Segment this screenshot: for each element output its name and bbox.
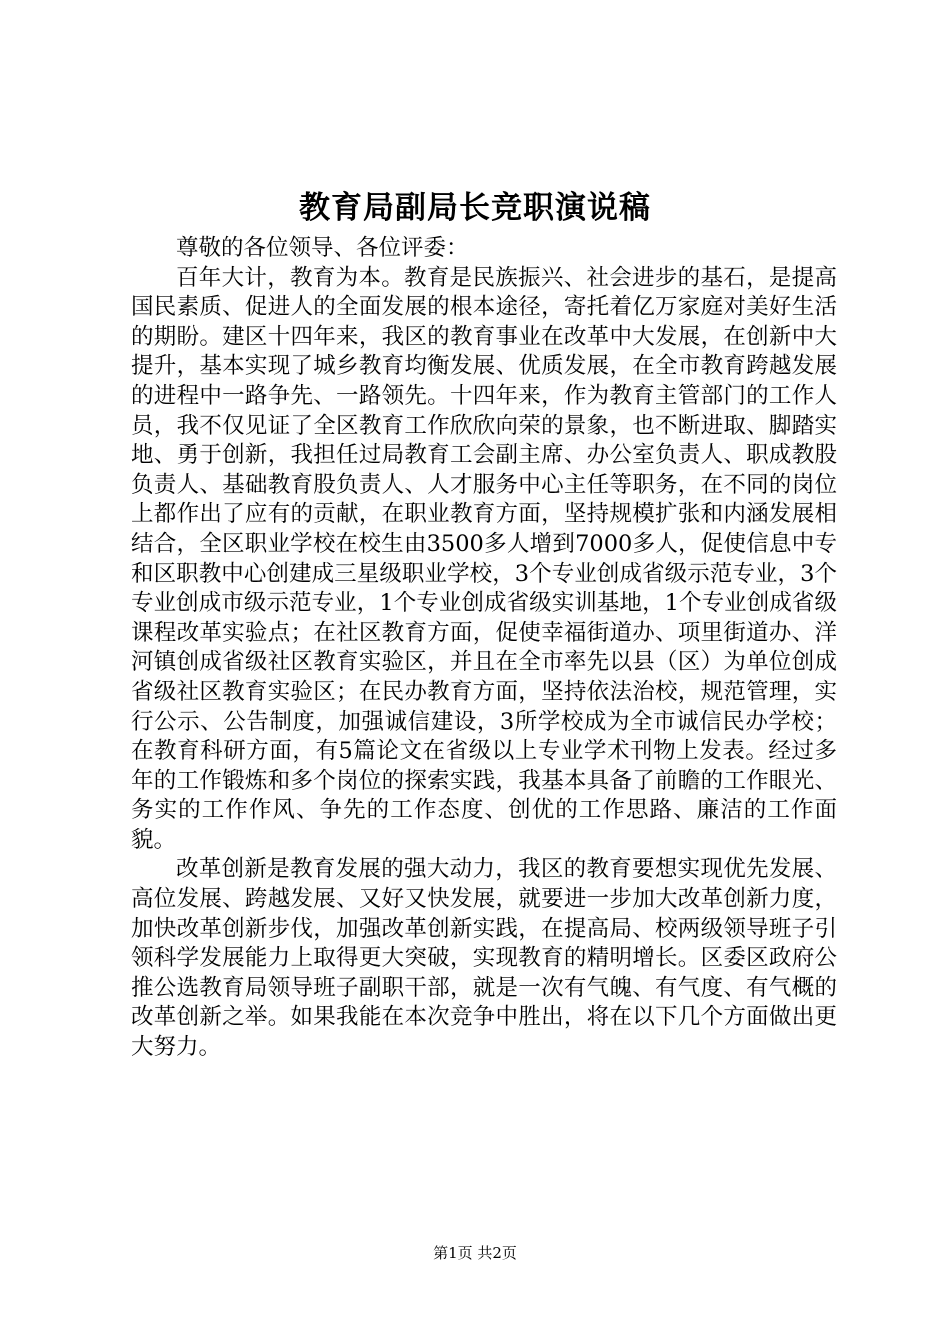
document-body (131, 234, 837, 1063)
salutation-paragraph: 尊敬的各位领导、各位评委： (176, 235, 469, 261)
document-title: 教育局副局长竞职演说稿 (299, 190, 651, 226)
page-footer: 第1页 共2页 (433, 1244, 517, 1262)
body-paragraph-reform: 改革创新是教育发展的强大动力，我区的教育要想实现优先发展、高位发展、跨越发展、又好又快发展，就要进一步加大改革创新力度，加快改革创新步伐，加强改革创新实践，在提高局、校两级领导班子引领科学发展能力上取得更大突破，实现教育的精明增长。区委区政府公推公选教育局领导班子副职干部，就是一次有气魄、有气度、有气概的改革创新之举。如果我能在本次竞争中胜出，将在以下几个方面做出更大努力。 (131, 856, 837, 1061)
body-paragraph-experience: 百年大计，教育为本。教育是民族振兴、社会进步的基石，是提高国民素质、促进人的全面发展的根本途径，寄托着亿万家庭对美好生活的期盼。建区十四年来，我区的教育事业在改革中大发展，在创新中大提升，基本实现了城乡教育均衡发展、优质发展，在全市教育跨越发展的进程中一路争先、一路领先。十四年来，作为教育主管部门的工作人员，我不仅见证了全区教育工作欣欣向荣的景象，也不断进取、脚踏实地、勇于创新，我担任过局教育工会副主席、办公室负责人、职成教股负责人、基础教育股负责人、人才服务中心主任等职务，在不同的岗位上都作出了应有的贡献，在职业教育方面，坚持规模扩张和内涵发展相结合，全区职业学校在校生由3500多人增到7000多人，促使信息中专和区职教中心创建成三星级职业学校，3个专业创成省级示范专业，3个专业创成市级示范专业，1个专业创成省级实训基地，1个专业创成省级课程改革实验点；在社区教育方面，促使幸福街道办、项里街道办、洋河镇创成省级社区教育实验区，并且在全市率先以县（区）为单位创成省级社区教育实验区；在民办教育方面，坚持依法治校，规范管理，实行公示、公告制度，加强诚信建设，3所学校成为全市诚信民办学校；在教育科研方面，有5篇论文在省级以上专业学术刊物上发表。经过多年的工作锻炼和多个岗位的探索实践，我基本具备了前瞻的工作眼光、务实的工作作风、争先的工作态度、创优的工作思路、廉洁的工作面貌。 (131, 264, 837, 853)
